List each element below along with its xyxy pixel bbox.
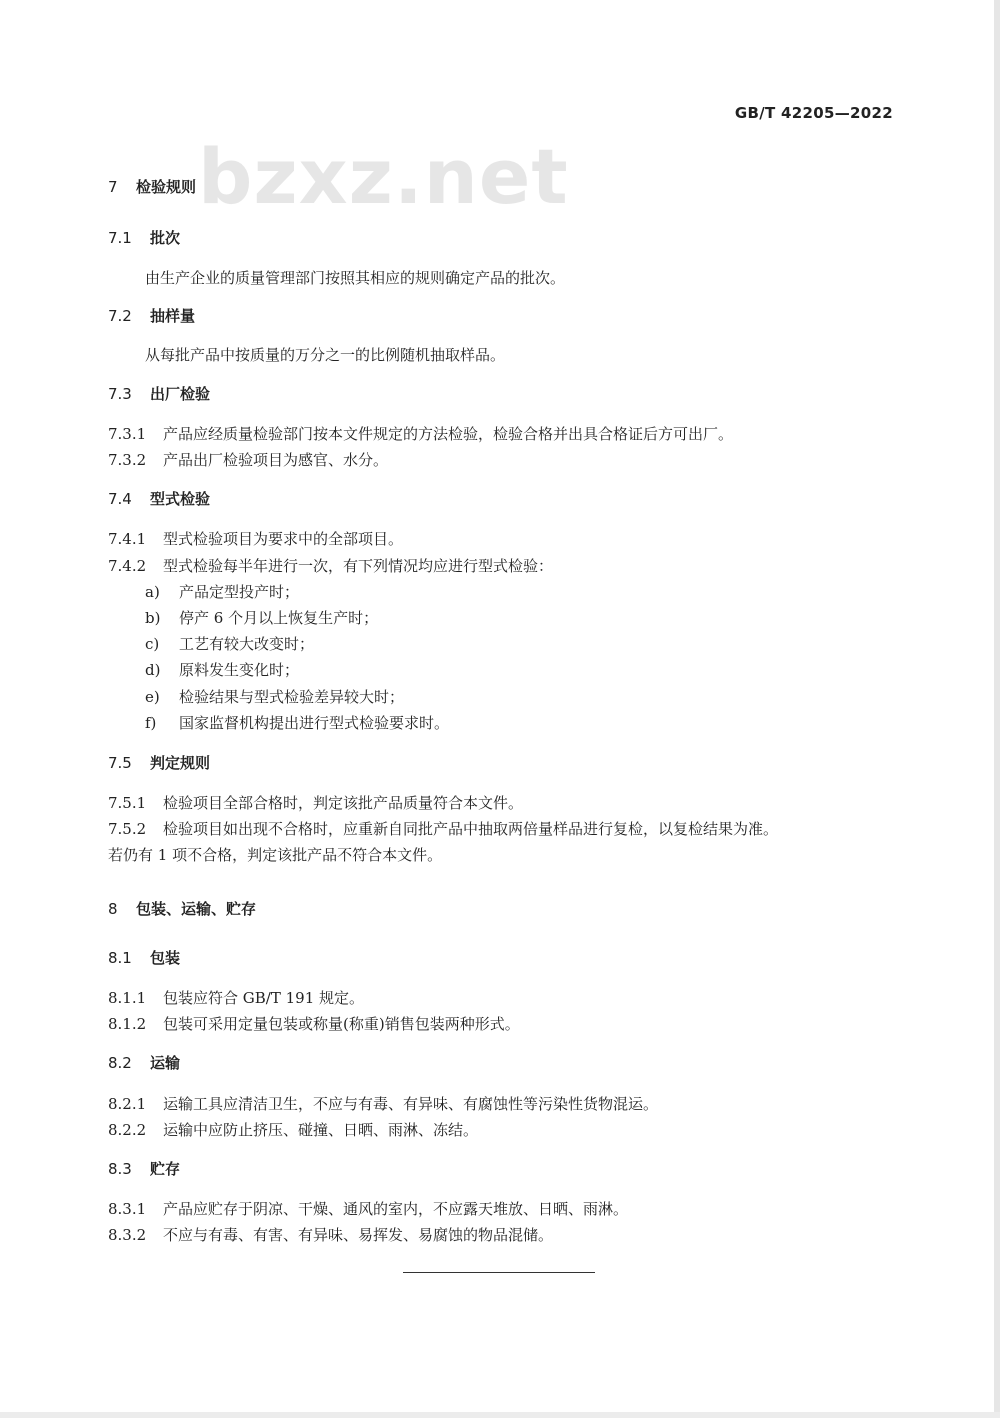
clause-text: 产品应经质量检验部门按本文件规定的方法检验，检验合格并出具合格证后方可出厂。	[163, 425, 734, 443]
list-marker: d)	[145, 661, 161, 679]
section-8-heading	[108, 899, 256, 919]
section-8-1-heading	[108, 948, 180, 968]
clause-text: 检验项目全部合格时，判定该批产品质量符合本文件。	[163, 794, 524, 812]
section-number: 7.3	[108, 385, 132, 403]
section-number: 7.2	[108, 307, 132, 325]
section-8-2-heading	[108, 1053, 180, 1073]
section-7-1-text: 由生产企业的质量管理部门按照其相应的规则确定产品的批次。	[145, 269, 566, 287]
list-item	[145, 687, 404, 707]
section-title: 判定规则	[150, 754, 211, 772]
list-marker: f)	[145, 714, 157, 732]
page-edge-right	[994, 0, 1000, 1418]
standard-code: GB/T 42205—2022	[734, 104, 893, 122]
clause-text: 型式检验项目为要求中的全部项目。	[163, 530, 404, 548]
list-text: 检验结果与型式检验差异较大时；	[179, 688, 405, 706]
section-8-3-heading	[108, 1159, 180, 1179]
clause-text: 产品应贮存于阴凉、干燥、通风的室内，不应露天堆放、日晒、雨淋。	[163, 1200, 629, 1218]
clause-text: 不应与有毒、有害、有异味、易挥发、易腐蚀的物品混储。	[163, 1226, 554, 1244]
section-7-5-heading	[108, 753, 210, 773]
section-title: 包装、运输、贮存	[136, 900, 257, 918]
list-text: 停产 6 个月以上恢复生产时；	[179, 609, 379, 627]
clause-number: 8.2.1	[108, 1095, 147, 1113]
clause-8-2-1	[108, 1094, 658, 1114]
list-item	[145, 582, 299, 602]
clause-8-1-2	[108, 1014, 520, 1034]
clause-7-3-1	[108, 424, 733, 444]
clause-number: 7.5.2	[108, 820, 147, 838]
watermark: bzxz.net	[198, 132, 569, 221]
section-7-heading	[108, 177, 196, 197]
list-item	[145, 634, 314, 654]
clause-number: 8.3.1	[108, 1200, 147, 1218]
clause-number: 8.1.1	[108, 989, 147, 1007]
clause-text: 运输工具应清洁卫生，不应与有毒、有异味、有腐蚀性等污染性货物混运。	[163, 1095, 659, 1113]
clause-number: 8.1.2	[108, 1015, 147, 1033]
section-number: 8.2	[108, 1054, 132, 1072]
clause-7-4-1	[108, 529, 403, 549]
clause-7-5-2	[108, 819, 778, 839]
list-item	[145, 660, 299, 680]
clause-8-3-1	[108, 1199, 628, 1219]
list-text: 国家监督机构提出进行型式检验要求时。	[179, 714, 450, 732]
list-marker: b)	[145, 609, 161, 627]
clause-text: 型式检验每半年进行一次，有下列情况均应进行型式检验：	[163, 557, 554, 575]
clause-number: 7.3.2	[108, 451, 147, 469]
list-marker: c)	[145, 635, 160, 653]
section-number: 7.5	[108, 754, 132, 772]
clause-text: 包装可采用定量包装或称量(称重)销售包装两种形式。	[163, 1015, 520, 1033]
clause-8-3-2	[108, 1225, 553, 1245]
clause-number: 7.4.2	[108, 557, 147, 575]
list-item	[145, 713, 449, 733]
clause-text: 包装应符合 GB/T 191 规定。	[163, 989, 364, 1007]
section-number: 8	[108, 900, 118, 918]
list-text: 产品定型投产时；	[179, 583, 300, 601]
section-number: 8.1	[108, 949, 132, 967]
section-number: 7.4	[108, 490, 132, 508]
page-edge-bottom	[0, 1412, 1000, 1418]
section-number: 7	[108, 178, 118, 196]
section-title: 批次	[150, 229, 181, 247]
clause-8-2-2	[108, 1120, 478, 1140]
clause-text: 检验项目如出现不合格时，应重新自同批产品中抽取两倍量样品进行复检，以复检结果为准。	[163, 820, 779, 838]
list-marker: a)	[145, 583, 160, 601]
clause-text: 产品出厂检验项目为感官、水分。	[163, 451, 389, 469]
section-7-3-heading	[108, 384, 210, 404]
clause-number: 7.5.1	[108, 794, 147, 812]
section-7-4-heading	[108, 489, 210, 509]
section-7-1-heading	[108, 228, 180, 248]
list-marker: e)	[145, 688, 160, 706]
clause-7-5-2-continuation: 若仍有 1 项不合格，判定该批产品不符合本文件。	[108, 846, 443, 864]
end-divider	[403, 1272, 595, 1273]
section-title: 出厂检验	[150, 385, 211, 403]
clause-number: 8.2.2	[108, 1121, 147, 1139]
section-7-2-heading	[108, 306, 195, 326]
clause-number: 7.3.1	[108, 425, 147, 443]
clause-7-5-1	[108, 793, 523, 813]
clause-number: 8.3.2	[108, 1226, 147, 1244]
list-item	[145, 608, 378, 628]
section-title: 贮存	[150, 1160, 181, 1178]
section-7-2-text: 从每批产品中按质量的万分之一的比例随机抽取样品。	[145, 346, 506, 364]
list-text: 工艺有较大改变时；	[179, 635, 315, 653]
section-number: 8.3	[108, 1160, 132, 1178]
clause-8-1-1	[108, 988, 364, 1008]
section-title: 检验规则	[136, 178, 197, 196]
section-title: 运输	[150, 1054, 181, 1072]
clause-number: 7.4.1	[108, 530, 147, 548]
list-text: 原料发生变化时；	[179, 661, 300, 679]
section-title: 抽样量	[150, 307, 196, 325]
clause-7-3-2	[108, 450, 388, 470]
section-number: 7.1	[108, 229, 132, 247]
clause-text: 运输中应防止挤压、碰撞、日晒、雨淋、冻结。	[163, 1121, 479, 1139]
section-title: 包装	[150, 949, 181, 967]
section-title: 型式检验	[150, 490, 211, 508]
clause-7-4-2	[108, 556, 553, 576]
